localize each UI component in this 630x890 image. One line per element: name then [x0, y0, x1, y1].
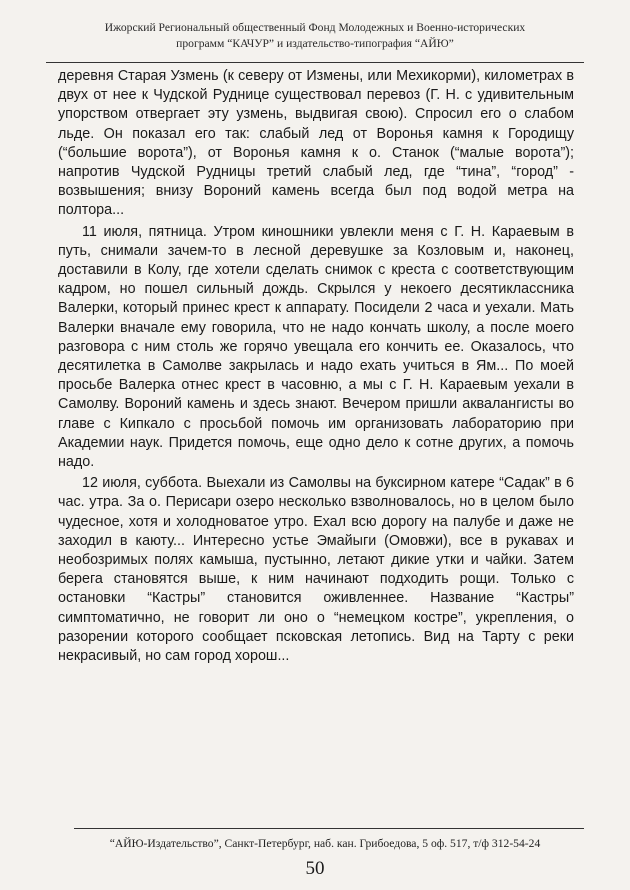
header-line-1: Ижорский Региональный общественный Фонд Молодежных и Военно-исторических [104, 21, 526, 34]
paragraph-3: 12 июля, суббота. Выехали из Самолвы на буксирном катере “Садак” в 6 час. утра. За о. Перисари озеро несколько взволновалось, но в целом было чудесное, хотя и холодноватое утро. Ехал всю дорогу на палубе и даже не заходил в каюту... Интересно устье Эмайыги (Омовжи), все в рукавах и необозримых полях камыша, пустынно, летают дикие утки и чайки. Затем берега становятся выше, к ним начинают подходить рощи. Только с остановки “Кастры” становится оживленнее. Название “Кастры” симптоматично, не говорит ли оно о “немецком костре”, укрепления, о разорении которого сообщает псковская летопись. Вид на Тарту с реки некрасивый, но сам город хорош... [58, 475, 574, 665]
page-number: 50 [305, 858, 325, 879]
footer-rule [74, 828, 584, 829]
running-header [52, 20, 578, 52]
header-rule [46, 62, 584, 63]
paragraph-2: 11 июля, пятница. Утром киношники увлекли меня с Г. Н. Караевым в путь, снимали зачем-то в лесной деревушке за Козловым и, наконец, доставили в Колу, где хотели сделать снимок с креста с соответствующим кадром, но пошел сильный дождь. Скрылся у некоего десятиклассника Валерки, который принес крест к аппарату. Посидели 2 часа и уехали. Мать Валерки вначале ему говорила, что не надо кончать школу, а после моего разговора с ним столь же горячо увещала его кончить ее. Оказалось, что десятилетка в Самолве закрылась и надо ехать учиться в Ям... По моей просьбе Валерка отнес крест в часовню, а мы с Г. Н. Караевым уехали в Самолву. Вороний камень и здесь знают. Вечером пришли аквалангисты во главе с Кипкало с просьбой помочь им организовать лабораторию при Академии наук. Придется помочь, еще одно дело к сотне других, а помочь надо. [58, 223, 574, 471]
main-text [58, 67, 574, 666]
header-line-2: программ “КАЧУР” и издательство-типография “АЙЮ” [176, 37, 454, 50]
paragraph-1: деревня Старая Узмень (к северу от Измены, или Мехикорми), километрах в двух от нее к Чудской Руднице существовал перевоз (Г. Н. с удивительным упорством отвергает эту узмень, выдвигая свою). Спросил его о слабом льде. Он показал его так: слабый лед от Воронья камня к Городищу (“большие ворота”), от Воронья камня к о. Станок (“малые ворота”); напротив Чудской Рудницы третий слабый лед, где “тина”, “город” - возвышения; внизу Вороний камень всегда был под водой метра на полтора... [58, 68, 574, 219]
publisher-footer: “АЙЮ-Издательство”, Санкт-Петербург, наб. кан. Грибоедова, 5 оф. 517, т/ф 312-54-24 [109, 837, 541, 850]
